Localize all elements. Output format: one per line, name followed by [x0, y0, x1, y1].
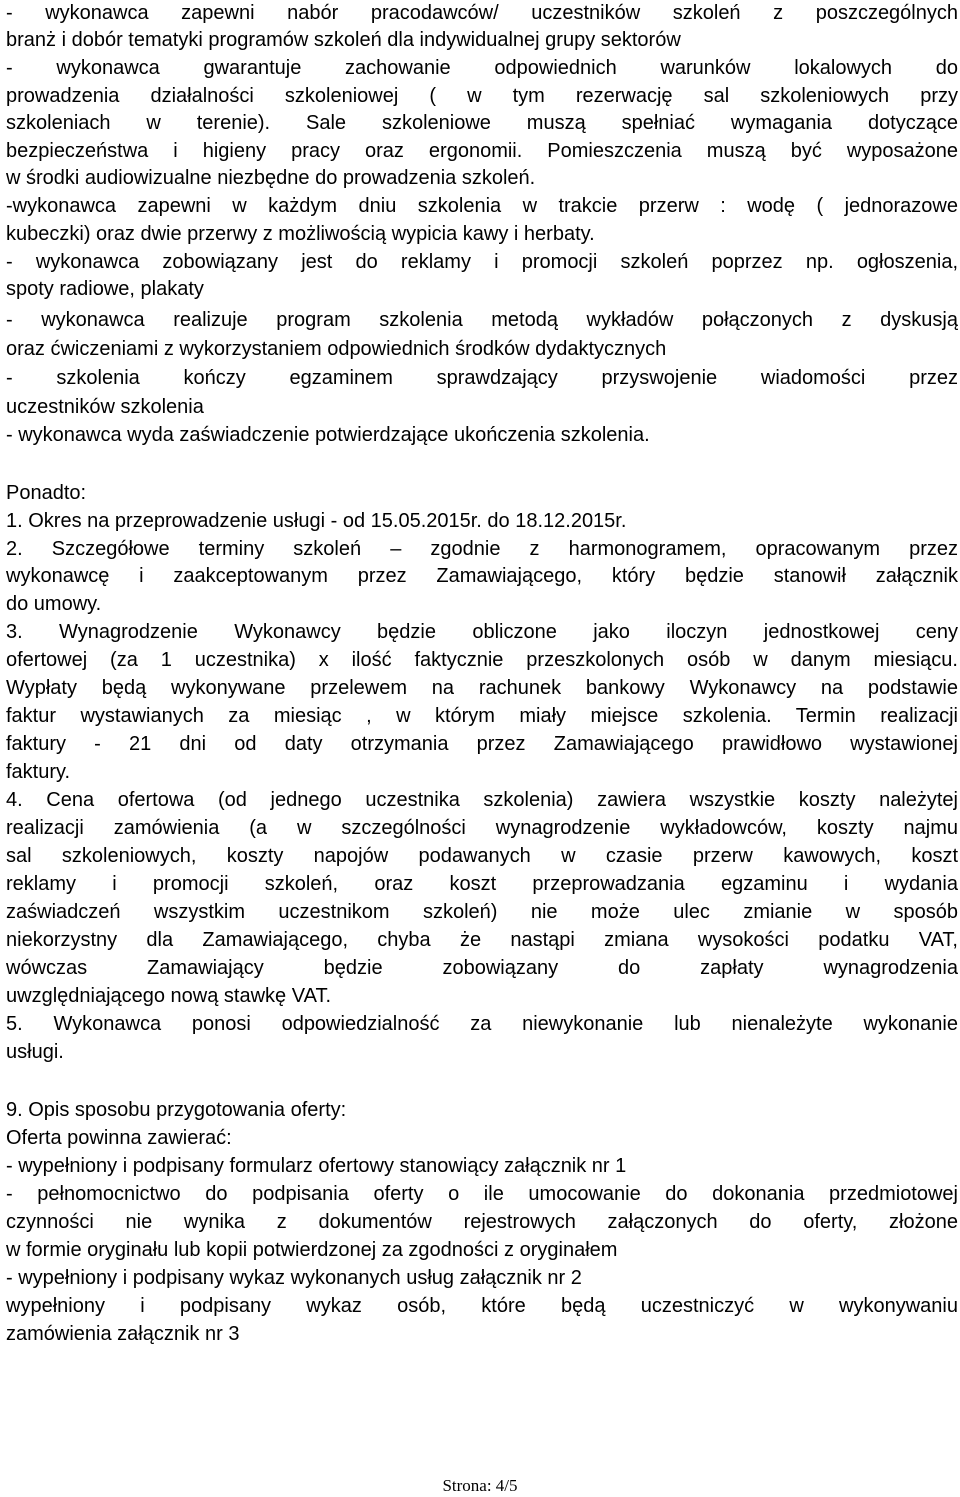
text-line: realizacji zamówienia (a w szczególności wynagrodzenie wykładowców, koszty najmu — [6, 817, 958, 839]
text-line: - wypełniony i podpisany formularz ofertowy stanowiący załącznik nr 1 — [6, 1155, 627, 1177]
text-line: 5. Wykonawca ponosi odpowiedzialność za niewykonanie lub nienależyte wykonanie — [6, 1013, 958, 1035]
text-line: Wypłaty będą wykonywane przelewem na rachunek bankowy Wykonawcy na podstawie — [6, 677, 958, 699]
text-line: wykonawcę i zaakceptowanym przez Zamawiającego, który będzie stanowił załącznik — [6, 565, 958, 587]
text-line: - wykonawca wyda zaświadczenie potwierdzające ukończenia szkolenia. — [6, 424, 650, 446]
text-line: branż i dobór tematyki programów szkoleń dla indywidualnej grupy sektorów — [6, 29, 681, 51]
text-line: wypełniony i podpisany wykaz osób, które będą uczestniczyć w wykonywaniu — [6, 1295, 958, 1317]
text-line: faktur wystawianych za miesiąc , w którym miały miejsce szkolenia. Termin realizacji — [6, 705, 958, 727]
text-line: - pełnomocnictwo do podpisania oferty o ile umocowanie do dokonania przedmiotowej — [6, 1183, 958, 1205]
text-line: 4. Cena ofertowa (od jednego uczestnika szkolenia) zawiera wszystkie koszty należytej — [6, 789, 958, 811]
text-line: kubeczki) oraz dwie przerwy z możliwością wypicia kawy i herbaty. — [6, 223, 595, 245]
text-line: uwzględniającego nową stawkę VAT. — [6, 985, 331, 1007]
text-line: -wykonawca zapewni w każdym dniu szkolenia w trakcie przerw : wodę ( jednorazowe — [6, 195, 958, 217]
text-line: zaświadczeń wszystkim uczestnikom szkoleń) nie może ulec zmianie w sposób — [6, 901, 958, 923]
section-heading: 9. Opis sposobu przygotowania oferty: — [6, 1099, 347, 1121]
text-line: niekorzystny dla Zamawiającego, chyba że nastąpi zmiana wysokości podatku VAT, — [6, 929, 958, 951]
text-line: szkoleniach w terenie). Sale szkoleniowe muszą spełniać wymagania dotyczące — [6, 112, 958, 134]
text-line: faktury. — [6, 761, 71, 783]
text-line: Oferta powinna zawierać: — [6, 1127, 232, 1149]
text-line: do umowy. — [6, 593, 102, 615]
text-line: spoty radiowe, plakaty — [6, 278, 204, 300]
text-line: reklamy i promocji szkoleń, oraz koszt przeprowadzania egzaminu i wydania — [6, 873, 958, 895]
text-line: - wykonawca zapewni nabór pracodawców/ uczestników szkoleń z poszczególnych — [6, 2, 958, 24]
text-line: faktury - 21 dni od daty otrzymania przez Zamawiającego prawidłowo wystawionej — [6, 733, 958, 755]
text-line: - wykonawca gwarantuje zachowanie odpowiednich warunków lokalowych do — [6, 57, 958, 79]
text-line: bezpieczeństwa i higieny pracy oraz ergonomii. Pomieszczenia muszą być wyposażone — [6, 140, 958, 162]
text-line: 1. Okres na przeprowadzenie usługi - od 15.05.2015r. do 18.12.2015r. — [6, 510, 627, 532]
text-line: w formie oryginału lub kopii potwierdzonej za zgodności z oryginałem — [6, 1239, 618, 1261]
text-line: - wykonawca realizuje program szkolenia metodą wykładów połączonych z dyskusją — [6, 309, 958, 331]
text-line: 3. Wynagrodzenie Wykonawcy będzie obliczone jako iloczyn jednostkowej ceny — [6, 621, 958, 643]
text-line: - wypełniony i podpisany wykaz wykonanych usług załącznik nr 2 — [6, 1267, 582, 1289]
text-line: 2. Szczegółowe terminy szkoleń – zgodnie z harmonogramem, opracowanym przez — [6, 538, 958, 560]
text-line: - szkolenia kończy egzaminem sprawdzający przyswojenie wiadomości przez — [6, 367, 958, 389]
text-line: w środki audiowizualne niezbędne do prowadzenia szkoleń. — [6, 167, 536, 189]
text-line: - wykonawca zobowiązany jest do reklamy i promocji szkoleń poprzez np. ogłoszenia, — [6, 251, 958, 273]
text-line: oraz ćwiczeniami z wykorzystaniem odpowiednich środków dydaktycznych — [6, 338, 667, 360]
text-line: usługi. — [6, 1041, 64, 1063]
text-line: wówczas Zamawiający będzie zobowiązany do zapłaty wynagrodzenia — [6, 957, 958, 979]
text-line: sal szkoleniowych, koszty napojów podawanych w czasie przerw kawowych, koszt — [6, 845, 958, 867]
text-line: prowadzenia działalności szkoleniowej ( w tym rezerwację sal szkoleniowych przy — [6, 85, 958, 107]
section-heading: Ponadto: — [6, 482, 87, 504]
page-footer: Strona: 4/5 — [442, 1476, 518, 1495]
text-line: ofertowej (za 1 uczestnika) x ilość faktycznie przeszkolonych osób w danym miesiącu. — [6, 649, 958, 671]
text-line: czynności nie wynika z dokumentów rejestrowych załączonych do oferty, złożone — [6, 1211, 958, 1233]
text-line: zamówienia załącznik nr 3 — [6, 1323, 240, 1345]
text-line: uczestników szkolenia — [6, 396, 204, 418]
